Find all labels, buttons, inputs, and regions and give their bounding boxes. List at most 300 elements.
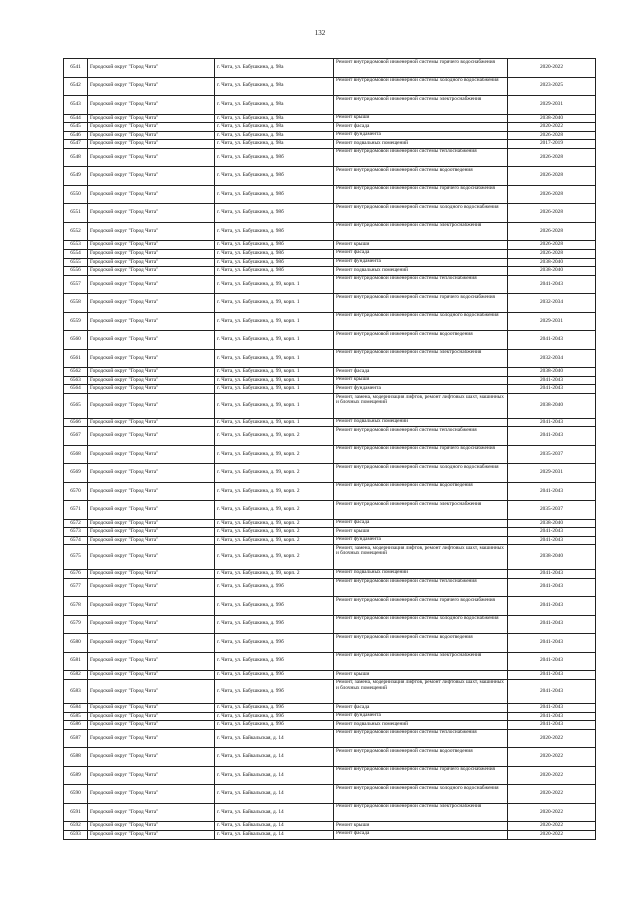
work-type-cell: Ремонт фасада xyxy=(334,368,508,377)
row-number-cell: 6591 xyxy=(64,803,88,822)
address-cell: г. Чита, ул. Байкальская, д. 14 xyxy=(215,822,334,831)
row-number-cell: 6563 xyxy=(64,376,88,385)
period-cell: 2026-2028 xyxy=(508,167,596,186)
table-row xyxy=(64,294,596,313)
municipality-cell: Городской округ "Город Чита" xyxy=(88,803,215,822)
table-row xyxy=(64,394,596,419)
table-row xyxy=(64,312,596,331)
row-number-cell: 6577 xyxy=(64,578,88,597)
address-cell: г. Чита, ул. Бабушкина, д. 99, корп. 1 xyxy=(215,376,334,385)
period-cell: 2041-2043 xyxy=(508,482,596,501)
table-row xyxy=(64,114,596,123)
row-number-cell: 6574 xyxy=(64,536,88,545)
address-cell: г. Чита, ул. Бабушкина, д. 99, корп. 2 xyxy=(215,545,334,570)
period-cell: 2020-2022 xyxy=(508,803,596,822)
period-cell: 2020-2022 xyxy=(508,59,596,78)
work-type-cell: Ремонт внутридомовой инженерной системы холодного водоснабжения xyxy=(334,312,508,331)
municipality-cell: Городской округ "Город Чита" xyxy=(88,545,215,570)
period-cell: 2041-2043 xyxy=(508,275,596,294)
table-row xyxy=(64,545,596,570)
period-cell: 2029-2031 xyxy=(508,312,596,331)
work-type-cell: Ремонт внутридомовой инженерной системы горячего водоснабжения xyxy=(334,59,508,78)
period-cell: 2041-2043 xyxy=(508,418,596,427)
municipality-cell: Городской округ "Город Чита" xyxy=(88,349,215,368)
work-type-cell: Ремонт внутридомовой инженерной системы теплоснабжения xyxy=(334,148,508,167)
address-cell: г. Чита, ул. Бабушкина, д. 99, корп. 1 xyxy=(215,331,334,350)
address-cell: г. Чита, ул. Бабушкина, д. 99, корп. 1 xyxy=(215,368,334,377)
table-row xyxy=(64,249,596,258)
municipality-cell: Городской округ "Город Чита" xyxy=(88,766,215,785)
municipality-cell: Городской округ "Город Чита" xyxy=(88,704,215,713)
address-cell: г. Чита, ул. Бабушкина, д. 98б xyxy=(215,222,334,241)
table-row xyxy=(64,528,596,537)
address-cell: г. Чита, ул. Байкальская, д. 14 xyxy=(215,766,334,785)
municipality-cell: Городской округ "Город Чита" xyxy=(88,501,215,520)
row-number-cell: 6592 xyxy=(64,822,88,831)
municipality-cell: Городской округ "Город Чита" xyxy=(88,148,215,167)
municipality-cell: Городской округ "Город Чита" xyxy=(88,569,215,578)
table-row xyxy=(64,729,596,748)
row-number-cell: 6562 xyxy=(64,368,88,377)
row-number-cell: 6565 xyxy=(64,394,88,419)
municipality-cell: Городской округ "Город Чита" xyxy=(88,140,215,149)
table-row xyxy=(64,830,596,839)
period-cell: 2020-2022 xyxy=(508,785,596,804)
table-row xyxy=(64,671,596,680)
row-number-cell: 6582 xyxy=(64,671,88,680)
municipality-cell: Городской округ "Город Чита" xyxy=(88,376,215,385)
row-number-cell: 6576 xyxy=(64,569,88,578)
work-type-cell: Ремонт внутридомовой инженерной системы электроснабжения xyxy=(334,652,508,671)
address-cell: г. Чита, ул. Байкальская, д. 14 xyxy=(215,830,334,839)
municipality-cell: Городской округ "Город Чита" xyxy=(88,77,215,96)
row-number-cell: 6544 xyxy=(64,114,88,123)
period-cell: 2041-2043 xyxy=(508,721,596,730)
address-cell: г. Чита, ул. Бабушкина, д. 99, корп. 1 xyxy=(215,385,334,394)
row-number-cell: 6586 xyxy=(64,721,88,730)
period-cell: 2038-2040 xyxy=(508,394,596,419)
period-cell: 2020-2022 xyxy=(508,830,596,839)
address-cell: г. Чита, ул. Бабушкина, д. 98б xyxy=(215,249,334,258)
address-cell: г. Чита, ул. Бабушкина, д. 99б xyxy=(215,652,334,671)
period-cell: 2041-2043 xyxy=(508,652,596,671)
work-type-cell: Ремонт внутридомовой инженерной системы электроснабжения xyxy=(334,222,508,241)
address-cell: г. Чита, ул. Бабушкина, д. 98а xyxy=(215,77,334,96)
address-cell: г. Чита, ул. Бабушкина, д. 99, корп. 2 xyxy=(215,464,334,483)
period-cell: 2026-2028 xyxy=(508,185,596,204)
period-cell: 2026-2028 xyxy=(508,222,596,241)
address-cell: г. Чита, ул. Бабушкина, д. 99, корп. 1 xyxy=(215,394,334,419)
row-number-cell: 6554 xyxy=(64,249,88,258)
table-row xyxy=(64,445,596,464)
table-row xyxy=(64,77,596,96)
row-number-cell: 6556 xyxy=(64,267,88,276)
table-row xyxy=(64,501,596,520)
period-cell: 2041-2043 xyxy=(508,671,596,680)
period-cell: 2041-2043 xyxy=(508,704,596,713)
municipality-cell: Городской округ "Город Чита" xyxy=(88,249,215,258)
work-type-cell: Ремонт внутридомовой инженерной системы теплоснабжения xyxy=(334,578,508,597)
work-type-cell: Ремонт внутридомовой инженерной системы холодного водоснабжения xyxy=(334,204,508,223)
work-type-cell: Ремонт крыши xyxy=(334,114,508,123)
row-number-cell: 6546 xyxy=(64,131,88,140)
table-body xyxy=(64,59,596,840)
work-type-cell: Ремонт крыши xyxy=(334,671,508,680)
work-type-cell: Ремонт фасада xyxy=(334,830,508,839)
row-number-cell: 6559 xyxy=(64,312,88,331)
municipality-cell: Городской округ "Город Чита" xyxy=(88,185,215,204)
table-row xyxy=(64,331,596,350)
row-number-cell: 6560 xyxy=(64,331,88,350)
municipality-cell: Городской округ "Город Чита" xyxy=(88,96,215,115)
period-cell: 2041-2043 xyxy=(508,679,596,704)
period-cell: 2020-2022 xyxy=(508,822,596,831)
period-cell: 2038-2040 xyxy=(508,114,596,123)
work-type-cell: Ремонт внутридомовой инженерной системы теплоснабжения xyxy=(334,729,508,748)
row-number-cell: 6590 xyxy=(64,785,88,804)
row-number-cell: 6593 xyxy=(64,830,88,839)
table-row xyxy=(64,167,596,186)
address-cell: г. Чита, ул. Бабушкина, д. 98б xyxy=(215,204,334,223)
table-row xyxy=(64,368,596,377)
municipality-cell: Городской округ "Город Чита" xyxy=(88,578,215,597)
municipality-cell: Городской округ "Город Чита" xyxy=(88,258,215,267)
municipality-cell: Городской округ "Город Чита" xyxy=(88,785,215,804)
row-number-cell: 6573 xyxy=(64,528,88,537)
row-number-cell: 6580 xyxy=(64,634,88,653)
municipality-cell: Городской округ "Город Чита" xyxy=(88,671,215,680)
row-number-cell: 6557 xyxy=(64,275,88,294)
work-type-cell: Ремонт фасада xyxy=(334,123,508,132)
work-type-cell: Ремонт внутридомовой инженерной системы электроснабжения xyxy=(334,96,508,115)
row-number-cell: 6541 xyxy=(64,59,88,78)
table-row xyxy=(64,679,596,704)
row-number-cell: 6558 xyxy=(64,294,88,313)
table-row xyxy=(64,131,596,140)
address-cell: г. Чита, ул. Бабушкина, д. 99б xyxy=(215,578,334,597)
municipality-cell: Городской округ "Город Чита" xyxy=(88,131,215,140)
table-row xyxy=(64,721,596,730)
period-cell: 2041-2043 xyxy=(508,569,596,578)
work-type-cell: Ремонт внутридомовой инженерной системы водоотведения xyxy=(334,331,508,350)
municipality-cell: Городской округ "Город Чита" xyxy=(88,331,215,350)
municipality-cell: Городской округ "Город Чита" xyxy=(88,652,215,671)
municipality-cell: Городской округ "Город Чита" xyxy=(88,712,215,721)
table-row xyxy=(64,704,596,713)
row-number-cell: 6575 xyxy=(64,545,88,570)
period-cell: 2041-2043 xyxy=(508,712,596,721)
page-number: 132 xyxy=(314,29,326,37)
work-type-cell: Ремонт внутридомовой инженерной системы водоотведения xyxy=(334,634,508,653)
address-cell: г. Чита, ул. Бабушкина, д. 99, корп. 2 xyxy=(215,445,334,464)
address-cell: г. Чита, ул. Бабушкина, д. 99, корп. 2 xyxy=(215,528,334,537)
repair-schedule-table xyxy=(63,58,596,840)
municipality-cell: Городской округ "Город Чита" xyxy=(88,312,215,331)
municipality-cell: Городской округ "Город Чита" xyxy=(88,482,215,501)
period-cell: 2032-2034 xyxy=(508,294,596,313)
address-cell: г. Чита, ул. Бабушкина, д. 99, корп. 2 xyxy=(215,501,334,520)
address-cell: г. Чита, ул. Бабушкина, д. 99, корп. 1 xyxy=(215,418,334,427)
period-cell: 2038-2040 xyxy=(508,258,596,267)
municipality-cell: Городской округ "Город Чита" xyxy=(88,748,215,767)
municipality-cell: Городской округ "Город Чита" xyxy=(88,204,215,223)
municipality-cell: Городской округ "Город Чита" xyxy=(88,123,215,132)
table-row xyxy=(64,766,596,785)
work-type-cell: Ремонт фасада xyxy=(334,519,508,528)
address-cell: г. Чита, ул. Байкальская, д. 14 xyxy=(215,803,334,822)
table-row xyxy=(64,376,596,385)
work-type-cell: Ремонт внутридомовой инженерной системы холодного водоснабжения xyxy=(334,615,508,634)
work-type-cell: Ремонт внутридомовой инженерной системы горячего водоснабжения xyxy=(334,185,508,204)
address-cell: г. Чита, ул. Байкальская, д. 14 xyxy=(215,748,334,767)
row-number-cell: 6547 xyxy=(64,140,88,149)
row-number-cell: 6583 xyxy=(64,679,88,704)
municipality-cell: Городской округ "Город Чита" xyxy=(88,167,215,186)
municipality-cell: Городской округ "Город Чита" xyxy=(88,294,215,313)
work-type-cell: Ремонт крыши xyxy=(334,376,508,385)
period-cell: 2032-2034 xyxy=(508,349,596,368)
row-number-cell: 6578 xyxy=(64,597,88,616)
address-cell: г. Чита, ул. Бабушкина, д. 99б xyxy=(215,597,334,616)
work-type-cell: Ремонт подвальных помещений xyxy=(334,267,508,276)
row-number-cell: 6588 xyxy=(64,748,88,767)
address-cell: г. Чита, ул. Бабушкина, д. 99, корп. 2 xyxy=(215,569,334,578)
work-type-cell: Ремонт крыши xyxy=(334,528,508,537)
table-row xyxy=(64,59,596,78)
row-number-cell: 6567 xyxy=(64,427,88,446)
address-cell: г. Чита, ул. Бабушкина, д. 98б xyxy=(215,267,334,276)
table-row xyxy=(64,258,596,267)
period-cell: 2026-2028 xyxy=(508,241,596,250)
work-type-cell: Ремонт, замена, модернизация лифтов, ремонт лифтовых шахт, машинных и блочных помещений xyxy=(334,545,508,570)
work-type-cell: Ремонт внутридомовой инженерной системы горячего водоснабжения xyxy=(334,597,508,616)
municipality-cell: Городской округ "Город Чита" xyxy=(88,418,215,427)
period-cell: 2041-2043 xyxy=(508,634,596,653)
period-cell: 2026-2028 xyxy=(508,249,596,258)
period-cell: 2035-2037 xyxy=(508,501,596,520)
municipality-cell: Городской округ "Город Чита" xyxy=(88,597,215,616)
table-row xyxy=(64,785,596,804)
municipality-cell: Городской округ "Город Чита" xyxy=(88,679,215,704)
work-type-cell: Ремонт фасада xyxy=(334,249,508,258)
table-row xyxy=(64,418,596,427)
row-number-cell: 6550 xyxy=(64,185,88,204)
work-type-cell: Ремонт внутридомовой инженерной системы теплоснабжения xyxy=(334,427,508,446)
table-row xyxy=(64,204,596,223)
table-row xyxy=(64,652,596,671)
row-number-cell: 6587 xyxy=(64,729,88,748)
table-row xyxy=(64,712,596,721)
period-cell: 2029-2031 xyxy=(508,464,596,483)
municipality-cell: Городской округ "Город Чита" xyxy=(88,721,215,730)
address-cell: г. Чита, ул. Бабушкина, д. 99б xyxy=(215,712,334,721)
row-number-cell: 6549 xyxy=(64,167,88,186)
work-type-cell: Ремонт внутридомовой инженерной системы водоотведения xyxy=(334,482,508,501)
row-number-cell: 6569 xyxy=(64,464,88,483)
address-cell: г. Чита, ул. Бабушкина, д. 98а xyxy=(215,140,334,149)
period-cell: 2038-2040 xyxy=(508,267,596,276)
work-type-cell: Ремонт подвальных помещений xyxy=(334,418,508,427)
table-row xyxy=(64,464,596,483)
municipality-cell: Городской округ "Город Чита" xyxy=(88,830,215,839)
row-number-cell: 6545 xyxy=(64,123,88,132)
work-type-cell: Ремонт фундамента xyxy=(334,536,508,545)
work-type-cell: Ремонт подвальных помещений xyxy=(334,569,508,578)
table-row xyxy=(64,519,596,528)
municipality-cell: Городской округ "Город Чита" xyxy=(88,822,215,831)
table-row xyxy=(64,615,596,634)
address-cell: г. Чита, ул. Бабушкина, д. 98а xyxy=(215,59,334,78)
address-cell: г. Чита, ул. Бабушкина, д. 99, корп. 1 xyxy=(215,275,334,294)
table-row xyxy=(64,123,596,132)
work-type-cell: Ремонт внутридомовой инженерной системы водоотведения xyxy=(334,167,508,186)
address-cell: г. Чита, ул. Бабушкина, д. 98б xyxy=(215,167,334,186)
municipality-cell: Городской округ "Город Чита" xyxy=(88,729,215,748)
work-type-cell: Ремонт внутридомовой инженерной системы электроснабжения xyxy=(334,803,508,822)
table-row xyxy=(64,385,596,394)
municipality-cell: Городской округ "Город Чита" xyxy=(88,445,215,464)
address-cell: г. Чита, ул. Бабушкина, д. 98а xyxy=(215,123,334,132)
table-row xyxy=(64,275,596,294)
row-number-cell: 6584 xyxy=(64,704,88,713)
address-cell: г. Чита, ул. Байкальская, д. 14 xyxy=(215,785,334,804)
period-cell: 2026-2028 xyxy=(508,204,596,223)
address-cell: г. Чита, ул. Бабушкина, д. 98а xyxy=(215,96,334,115)
address-cell: г. Чита, ул. Бабушкина, д. 99, корп. 1 xyxy=(215,312,334,331)
period-cell: 2041-2043 xyxy=(508,331,596,350)
table-row xyxy=(64,536,596,545)
address-cell: г. Чита, ул. Бабушкина, д. 98б xyxy=(215,258,334,267)
municipality-cell: Городской округ "Город Чита" xyxy=(88,241,215,250)
address-cell: г. Чита, ул. Бабушкина, д. 98б xyxy=(215,185,334,204)
period-cell: 2029-2031 xyxy=(508,96,596,115)
period-cell: 2041-2043 xyxy=(508,528,596,537)
address-cell: г. Чита, ул. Бабушкина, д. 99, корп. 2 xyxy=(215,427,334,446)
address-cell: г. Чита, ул. Бабушкина, д. 99, корп. 2 xyxy=(215,482,334,501)
work-type-cell: Ремонт внутридомовой инженерной системы водоотведения xyxy=(334,748,508,767)
table-row xyxy=(64,267,596,276)
work-type-cell: Ремонт внутридомовой инженерной системы электроснабжения xyxy=(334,501,508,520)
table-row xyxy=(64,349,596,368)
table-row xyxy=(64,185,596,204)
period-cell: 2020-2022 xyxy=(508,748,596,767)
period-cell: 2020-2022 xyxy=(508,766,596,785)
municipality-cell: Городской округ "Город Чита" xyxy=(88,59,215,78)
work-type-cell: Ремонт фундамента xyxy=(334,131,508,140)
period-cell: 2041-2043 xyxy=(508,385,596,394)
row-number-cell: 6571 xyxy=(64,501,88,520)
municipality-cell: Городской округ "Город Чита" xyxy=(88,427,215,446)
table-row xyxy=(64,427,596,446)
row-number-cell: 6564 xyxy=(64,385,88,394)
work-type-cell: Ремонт, замена, модернизация лифтов, ремонт лифтовых шахт, машинных и блочных помещений xyxy=(334,679,508,704)
row-number-cell: 6543 xyxy=(64,96,88,115)
municipality-cell: Городской округ "Город Чита" xyxy=(88,114,215,123)
work-type-cell: Ремонт фундамента xyxy=(334,712,508,721)
period-cell: 2020-2022 xyxy=(508,123,596,132)
period-cell: 2041-2043 xyxy=(508,578,596,597)
row-number-cell: 6566 xyxy=(64,418,88,427)
work-type-cell: Ремонт внутридомовой инженерной системы горячего водоснабжения xyxy=(334,445,508,464)
period-cell: 2041-2043 xyxy=(508,427,596,446)
row-number-cell: 6589 xyxy=(64,766,88,785)
municipality-cell: Городской округ "Город Чита" xyxy=(88,536,215,545)
address-cell: г. Чита, ул. Байкальская, д. 14 xyxy=(215,729,334,748)
address-cell: г. Чита, ул. Бабушкина, д. 98б xyxy=(215,148,334,167)
period-cell: 2038-2040 xyxy=(508,545,596,570)
work-type-cell: Ремонт подвальных помещений xyxy=(334,140,508,149)
table-row xyxy=(64,140,596,149)
period-cell: 2038-2040 xyxy=(508,368,596,377)
municipality-cell: Городской округ "Город Чита" xyxy=(88,222,215,241)
row-number-cell: 6553 xyxy=(64,241,88,250)
municipality-cell: Городской округ "Город Чита" xyxy=(88,615,215,634)
row-number-cell: 6552 xyxy=(64,222,88,241)
row-number-cell: 6570 xyxy=(64,482,88,501)
table-row xyxy=(64,748,596,767)
row-number-cell: 6551 xyxy=(64,204,88,223)
work-type-cell: Ремонт подвальных помещений xyxy=(334,721,508,730)
table-row xyxy=(64,578,596,597)
period-cell: 2041-2043 xyxy=(508,536,596,545)
work-type-cell: Ремонт внутридомовой инженерной системы горячего водоснабжения xyxy=(334,294,508,313)
row-number-cell: 6568 xyxy=(64,445,88,464)
table-row xyxy=(64,597,596,616)
address-cell: г. Чита, ул. Бабушкина, д. 98б xyxy=(215,241,334,250)
table-row xyxy=(64,634,596,653)
row-number-cell: 6555 xyxy=(64,258,88,267)
work-type-cell: Ремонт, замена, модернизация лифтов, ремонт лифтовых шахт, машинных и блочных помещений xyxy=(334,394,508,419)
address-cell: г. Чита, ул. Бабушкина, д. 99б xyxy=(215,615,334,634)
period-cell: 2041-2043 xyxy=(508,376,596,385)
address-cell: г. Чита, ул. Бабушкина, д. 99б xyxy=(215,679,334,704)
table-row xyxy=(64,148,596,167)
work-type-cell: Ремонт фасада xyxy=(334,704,508,713)
row-number-cell: 6585 xyxy=(64,712,88,721)
work-type-cell: Ремонт фундамента xyxy=(334,385,508,394)
municipality-cell: Городской округ "Город Чита" xyxy=(88,275,215,294)
address-cell: г. Чита, ул. Бабушкина, д. 99, корп. 1 xyxy=(215,349,334,368)
work-type-cell: Ремонт внутридомовой инженерной системы холодного водоснабжения xyxy=(334,464,508,483)
work-type-cell: Ремонт крыши xyxy=(334,822,508,831)
address-cell: г. Чита, ул. Бабушкина, д. 99б xyxy=(215,671,334,680)
table-row xyxy=(64,482,596,501)
row-number-cell: 6581 xyxy=(64,652,88,671)
period-cell: 2023-2025 xyxy=(508,77,596,96)
table-row xyxy=(64,96,596,115)
address-cell: г. Чита, ул. Бабушкина, д. 99б xyxy=(215,721,334,730)
municipality-cell: Городской округ "Город Чита" xyxy=(88,519,215,528)
period-cell: 2026-2028 xyxy=(508,148,596,167)
address-cell: г. Чита, ул. Бабушкина, д. 98а xyxy=(215,131,334,140)
work-type-cell: Ремонт внутридомовой инженерной системы холодного водоснабжения xyxy=(334,785,508,804)
municipality-cell: Городской округ "Город Чита" xyxy=(88,464,215,483)
period-cell: 2041-2043 xyxy=(508,597,596,616)
work-type-cell: Ремонт фундамента xyxy=(334,258,508,267)
municipality-cell: Городской округ "Город Чита" xyxy=(88,368,215,377)
address-cell: г. Чита, ул. Бабушкина, д. 99, корп. 2 xyxy=(215,519,334,528)
table-row xyxy=(64,241,596,250)
municipality-cell: Городской округ "Город Чита" xyxy=(88,394,215,419)
work-type-cell: Ремонт крыши xyxy=(334,241,508,250)
municipality-cell: Городской округ "Город Чита" xyxy=(88,634,215,653)
row-number-cell: 6579 xyxy=(64,615,88,634)
period-cell: 2020-2022 xyxy=(508,729,596,748)
period-cell: 2017-2019 xyxy=(508,140,596,149)
address-cell: г. Чита, ул. Бабушкина, д. 99, корп. 2 xyxy=(215,536,334,545)
period-cell: 2035-2037 xyxy=(508,445,596,464)
period-cell: 2041-2043 xyxy=(508,615,596,634)
